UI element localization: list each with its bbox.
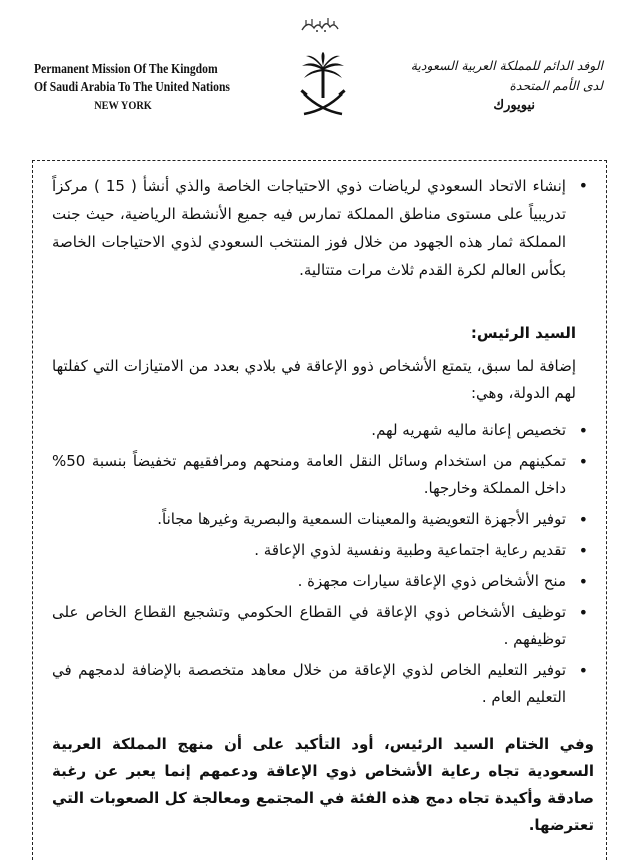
document-body <box>52 172 600 839</box>
first-bullet-list <box>52 172 600 284</box>
list-item: • تمكينهم من استخدام وسائل النقل العامة ومنحهم ومرافقيهم تخفيضاً بنسبة 50% داخل المملكة وخارجها. <box>52 448 600 502</box>
bismillah-calligraphy-icon <box>300 16 340 34</box>
mr-president-heading: السيد الرئيس: <box>470 324 576 342</box>
saudi-palm-swords-emblem-icon <box>298 52 348 118</box>
arabic-mission-header <box>373 56 603 116</box>
privileges-list <box>52 417 600 711</box>
list-item-federation: • إنشاء الاتحاد السعودي لرياضات ذوي الاحتياجات الخاصة والذي أنشأ ( 15 ) مركزاً تدريبياً على مستوى مناطق المملكة تمارس فيه جميع الأنشطة الرياضية، حيث جنت المملكة ثمار هذه الجهود من خلال فوز المنتخب السعودي لذوي الاحتياجات الخاصة بكأس العالم لكرة القدم ثلاث مرات متتالية. <box>52 172 600 284</box>
list-item: • تقديم رعاية اجتماعية وطبية ونفسية لذوي الإعاقة . <box>52 537 600 564</box>
list-item: • توفير الأجهزة التعويضية والمعينات السمعية والبصرية وغيرها مجاناً. <box>52 506 600 533</box>
arabic-header-line2: لدى الأمم المتحدة <box>509 78 603 93</box>
privileges-intro: إضافة لما سبق، يتمتع الأشخاص ذوو الإعاقة في بلادي بعدد من الامتيازات التي كفلتها لهم الدولة، وهي: <box>52 357 576 402</box>
english-mission-header <box>34 60 232 114</box>
list-item: • تخصيص إعانة ماليه شهريه لهم. <box>52 417 600 444</box>
list-item: • توفير التعليم الخاص لذوي الإعاقة من خلال معاهد متخصصة بالإضافة لدمجهم في التعليم العام . <box>52 657 600 711</box>
list-item: • توظيف الأشخاص ذوي الإعاقة في القطاع الحكومي وتشجيع القطاع الخاص على توظيفهم . <box>52 599 600 653</box>
english-header-line2: Of Saudi Arabia To The United Nations <box>34 79 230 94</box>
list-item: • منح الأشخاص ذوي الإعاقة سيارات مجهزة . <box>52 568 600 595</box>
closing-paragraph: وفي الختام السيد الرئيس، أود التأكيد على أن منهج المملكة العربية السعودية تجاه رعاية الأشخاص ذوي الإعاقة ودعمهم إنما يعبر عن رغبة صادقة وأكيدة تجاه دمج هذه الفئة في المجتمع ومعالجة كل الصعوبات التي تعترضها. <box>52 735 594 834</box>
arabic-header-line1: الوفد الدائم للمملكة العربية السعودية <box>410 58 603 73</box>
english-header-line1: Permanent Mission Of The Kingdom <box>34 61 218 76</box>
arabic-header-city: نيويورك <box>493 98 535 113</box>
english-header-city: NEW YORK <box>94 98 152 112</box>
